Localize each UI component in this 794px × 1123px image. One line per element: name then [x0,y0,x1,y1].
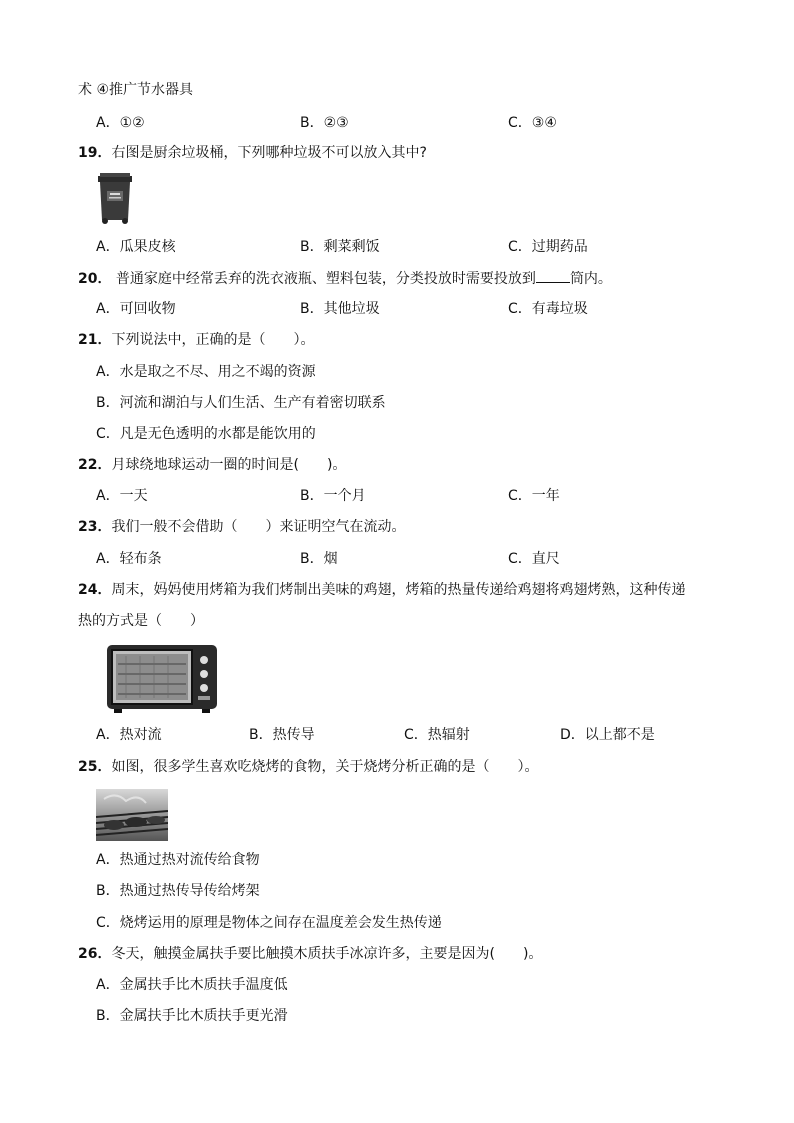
question-24-line2: 热的方式是（ ） [78,613,204,629]
question-number: 26． [78,946,112,962]
kitchen-waste-bin-image [97,173,133,225]
question-number: 20． [78,271,112,287]
question-text: 右图是厨余垃圾桶，下列哪种垃圾不可以放入其中? [111,145,427,161]
q20-option-b: B．其他垃圾 [300,301,380,317]
question-number: 22． [78,457,112,473]
q23-option-c: C．直尺 [508,551,560,567]
question-19 [78,143,427,163]
question-text: 冬天，触摸金属扶手要比触摸木质扶手冰凉许多，主要是因为( )。 [111,946,543,962]
q18-option-b: B．②③ [300,115,349,131]
q19-option-a: A．瓜果皮核 [96,239,176,255]
barbecue-image [96,789,168,841]
question-26 [78,944,542,964]
oven-image [106,644,218,714]
question-text: 周末，妈妈使用烤箱为我们烤制出美味的鸡翅，烤箱的热量传递给鸡翅将鸡翅烤熟，这种传递 [111,582,686,598]
q25-option-c: C．烧烤运用的原理是物体之间存在温度差会发生热传递 [96,915,442,931]
q20-option-a: A．可回收物 [96,301,176,317]
q23-option-a: A．轻布条 [96,551,162,567]
q19-option-c: C．过期药品 [508,239,588,255]
question-number: 19． [78,145,112,161]
question-text: 我们一般不会借助（ ）来证明空气在流动。 [111,519,406,535]
question-number: 24． [78,582,112,598]
q24-option-b: B．热传导 [249,727,315,743]
q24-option-d: D．以上都不是 [560,727,655,743]
question-22 [78,455,346,475]
question-25 [78,757,538,777]
q26-option-b: B．金属扶手比木质扶手更光滑 [96,1008,288,1024]
q23-option-b: B．烟 [300,551,338,567]
q24-option-a: A．热对流 [96,727,162,743]
question-number: 23． [78,519,112,535]
q22-option-b: B．一个月 [300,488,366,504]
q19-option-b: B．剩菜剩饭 [300,239,380,255]
q25-option-b: B．热通过热传导传给烤架 [96,883,260,899]
q25-option-a: A．热通过热对流传给食物 [96,852,260,868]
q21-option-c: C．凡是无色透明的水都是能饮用的 [96,426,316,442]
q21-option-b: B．河流和湖泊与人们生活、生产有着密切联系 [96,395,386,411]
question-number: 21． [78,332,112,348]
q26-option-a: A．金属扶手比木质扶手温度低 [96,977,288,993]
question-20 [78,268,612,289]
question-21 [78,330,314,350]
q18-option-a: A．①② [96,115,145,131]
question-18-tail: 术 ④推广节水器具 [78,82,194,98]
q18-option-c: C．③④ [508,115,557,131]
question-24 [78,580,685,600]
answer-blank [536,268,570,283]
question-text: 下列说法中，正确的是（ ）。 [111,332,315,348]
q22-option-c: C．一年 [508,488,560,504]
q20-option-c: C．有毒垃圾 [508,301,588,317]
question-text: 普通家庭中经常丢弃的洗衣液瓶、塑料包装，分类投放时需要投放到 [111,271,536,287]
q24-option-c: C．热辐射 [404,727,470,743]
q22-option-a: A．一天 [96,488,148,504]
question-text-end: 筒内。 [569,271,612,287]
question-number: 25． [78,759,112,775]
question-23 [78,517,405,537]
question-text: 月球绕地球运动一圈的时间是( )。 [111,457,347,473]
question-text: 如图，很多学生喜欢吃烧烤的食物，关于烧烤分析正确的是（ ）。 [111,759,539,775]
q21-option-a: A．水是取之不尽、用之不竭的资源 [96,364,316,380]
